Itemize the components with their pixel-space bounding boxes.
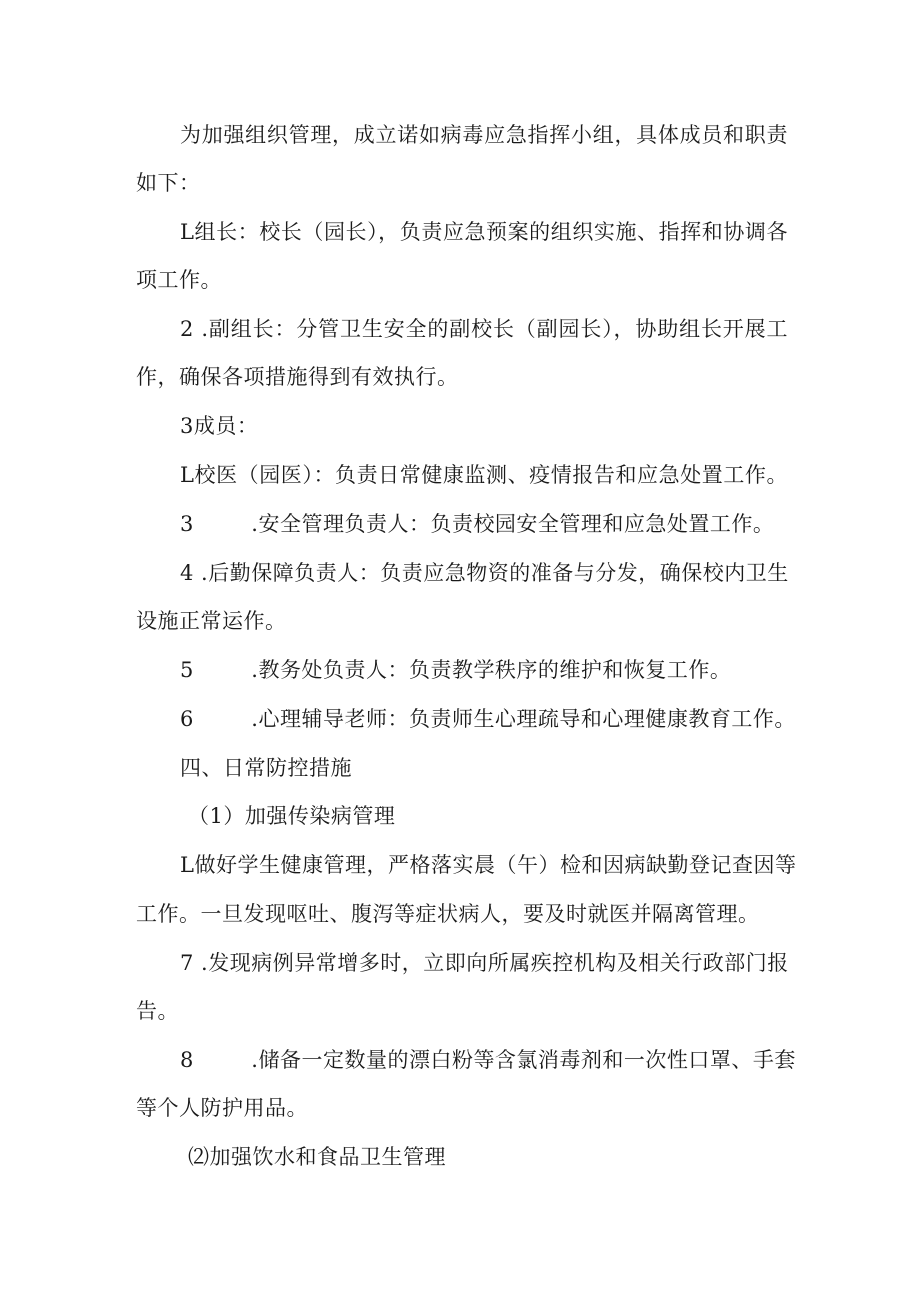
text-line: 项工作。 [136,268,222,292]
text-line: 为加强组织管理，成立诺如病毒应急指挥小组，具体成员和职责 [180,123,788,147]
text-line: 8 .储备一定数量的漂白粉等含氯消毒剂和一次性口罩、手套 [180,1048,796,1072]
text-line: 等个人防护用品。 [136,1096,308,1120]
text-line: 3成员： [180,414,259,438]
text-line: L组长：校长（园长），负责应急预案的组织实施、指挥和协调各 [180,220,788,244]
text-line: 4 .后勤保障负责人：负责应急物资的准备与分发，确保校内卫生 [180,561,789,585]
text-line: 作，确保各项措施得到有效执行。 [136,365,459,389]
subsection-heading: ⑵加强饮水和食品卫生管理 [188,1145,446,1169]
text-line: L做好学生健康管理，严格落实晨（午）检和因病缺勤登记查因等 [180,853,797,877]
text-line: 5 .教务处负责人：负责教学秩序的维护和恢复工作。 [180,658,732,682]
text-line: 工作。一旦发现呕吐、腹泻等症状病人，要及时就医并隔离管理。 [136,902,760,926]
subsection-heading: （1）加强传染病管理 [188,804,396,828]
section-heading: 四、日常防控措施 [180,756,352,780]
text-line: 设施正常运作。 [136,609,287,633]
text-line: 3 .安全管理负责人：负责校园安全管理和应急处置工作。 [180,512,775,536]
text-line: 7 .发现病例异常增多时，立即向所属疾控机构及相关行政部门报 [180,951,789,975]
text-line: 6 .心理辅导老师：负责师生心理疏导和心理健康教育工作。 [180,707,796,731]
text-line: 告。 [136,999,179,1023]
text-line: 如下： [136,171,201,195]
text-line: L校医（园医）：负责日常健康监测、疫情报告和应急处置工作。 [180,463,788,487]
text-line: 2 .副组长：分管卫生安全的副校长（副园长），协助组长开展工 [180,317,788,341]
